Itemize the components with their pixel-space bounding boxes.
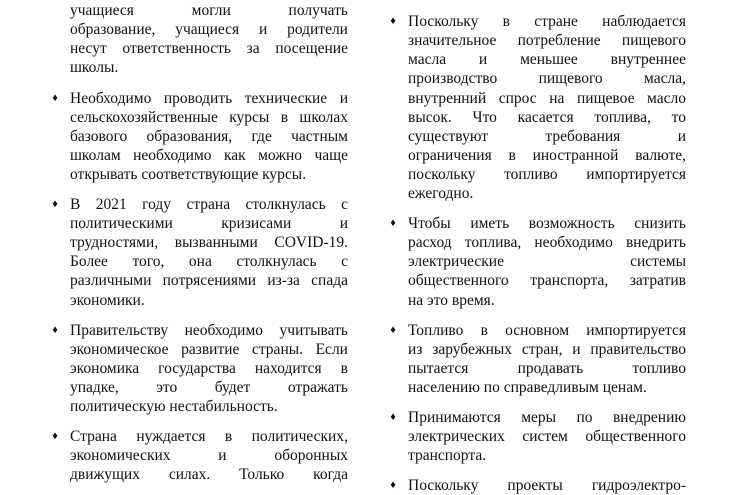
bullet-marker: ♦ [390,411,396,423]
paragraph-line: открывать соответствующие курсы. [70,165,307,183]
paragraph-line: движущих силах. Только когда [70,466,348,484]
paragraph-line: сельскохозяйственные курсы в школах [70,108,348,126]
paragraph-line: образование, учащиеся и родители [70,21,348,39]
paragraph-line: ежегодно. [408,185,474,202]
bullet-marker: ♦ [390,323,396,336]
paragraph-line: упадке, это будет отражать [70,378,348,396]
paragraph-line: населению по справедливым ценам. [408,378,647,396]
paragraph-line: экономики. [70,291,145,309]
paragraph-line: Поскольку в стране наблюдается [408,13,686,31]
paragraph-line: школам необходимо как можно чаще [70,146,348,164]
paragraph-line: электрических систем общественного [408,428,686,446]
bullet-marker: ♦ [390,217,396,230]
paragraph-line: экономических и оборонных [70,447,348,465]
paragraph-line: масла и меньшее внутреннее [408,51,686,69]
paragraph-line: поскольку топливо импортируется [408,165,686,183]
paragraph-line: существуют требования и [408,127,686,145]
paragraph-line: производство пищевого масла, [408,70,686,88]
paragraph-line: школы. [70,59,119,77]
paragraph-line: Правительству необходимо учитывать [70,321,348,339]
paragraph-line: экономическое развитие страны. Если [70,340,348,358]
paragraph-line: электрические системы [408,253,686,271]
paragraph-line: Необходимо проводить технические и [70,89,348,107]
paragraph-line: В 2021 году страна столкнулась с [70,196,348,213]
paragraph-line: трудностями, вызванными COVID-19. [70,234,348,252]
bullet-marker: ♦ [52,323,58,336]
paragraph-line: экономика государства находится в [70,359,348,377]
paragraph-line: ограничения в иностранной валюте, [408,146,686,164]
paragraph-line: значительное потребление пищевого [408,32,686,50]
paragraph-line: Чтобы иметь возможность снизить [408,215,686,233]
paragraph-line: политическими кризисами и [70,215,348,233]
bullet-marker: ♦ [390,479,396,492]
paragraph-line: общественного транспорта, затратив [408,272,686,290]
paragraph-line: Страна нуждается в политических, [70,428,348,446]
paragraph-line: из зарубежных стран, и правительство [408,340,686,358]
paragraph-line: Более того, она столкнулась с [70,253,348,271]
bullet-marker: ♦ [52,91,58,104]
paragraph-line: внутренний спрос на пищевое масло [408,89,686,107]
paragraph-line: транспорта. [408,447,487,465]
bullet-marker: ♦ [390,15,396,28]
paragraph-line: Топливо в основном импортируется [408,321,686,339]
bullet-marker: ♦ [52,198,58,210]
paragraph-line: базового образования, где частным [70,127,348,145]
paragraph-line: политическую нестабильность. [70,398,278,415]
bullet-marker: ♦ [52,430,58,443]
paragraph-line: различными потрясениями из-за спада [70,272,348,290]
paragraph-line: Принимаются меры по внедрению [408,409,686,426]
paragraph-line: расход топлива, необходимо внедрить [408,234,686,252]
paragraph-line: учащиеся могли получать [70,2,348,20]
paragraph-line [386,0,686,1]
paragraph-line: несут ответственность за посещение [70,40,348,58]
paragraph-line: на это время. [408,291,495,309]
paragraph-line: Поскольку проекты гидроэлектро- [408,477,686,495]
paragraph-line: пытается продавать топливо [408,359,686,377]
paragraph-line: высок. Что касается топлива, то [408,108,686,126]
